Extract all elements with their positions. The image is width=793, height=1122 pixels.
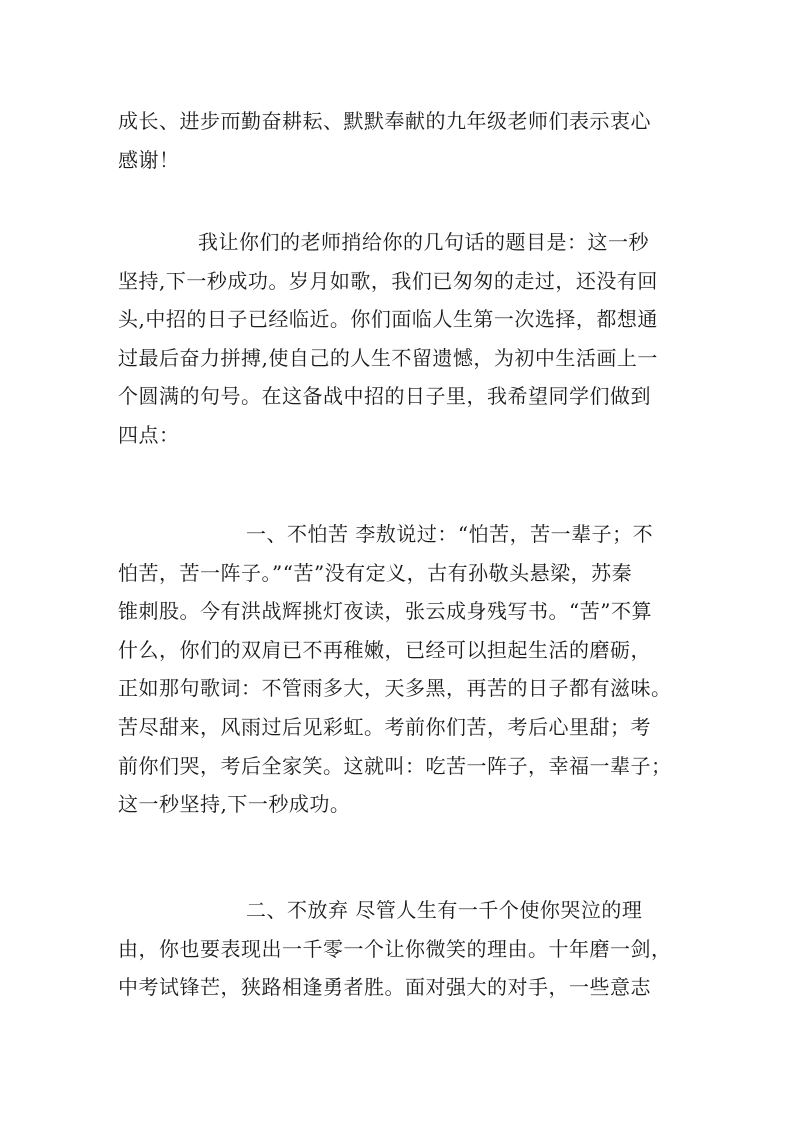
text-line: 怕苦，苦一阵子。”“苦”没有定义，古有孙敬头悬梁，苏秦 [118, 560, 633, 585]
text-line: 由，你也要表现出一千零一个让你微笑的理由。十年磨一剑， [118, 936, 672, 961]
text-line: 锥刺股。今有洪战辉挑灯夜读，张云成身残写书。“苦”不算 [118, 599, 652, 624]
text-line: 感谢！ [118, 147, 180, 172]
text-line: 这一秒坚持,下一秒成功。 [118, 792, 351, 817]
paragraph-point-one [118, 515, 683, 824]
text-line: 什么，你们的双肩已不再稚嫩，已经可以担起生活的磨砺， [118, 637, 651, 662]
text-line: 正如那句歌词：不管雨多大，天多黑，再苦的日子都有滋味。 [118, 676, 672, 701]
text-line: 一、不怕苦 李敖说过：“怕苦，苦一辈子；不 [246, 522, 654, 546]
text-line: 头,中招的日子已经临近。你们面临人生第一次选择，都想通 [118, 307, 658, 332]
text-line: 坚持,下一秒成功。岁月如歌，我们已匆匆的走过，还没有回 [118, 268, 658, 293]
paragraph-point-two [118, 891, 683, 1007]
paragraph-intro [118, 223, 683, 455]
text-line: 成长、进步而勤奋耕耘、默默奉献的九年级老师们表示衷心 [118, 109, 651, 133]
text-line: 中考试锋芒，狭路相逢勇者胜。面对强大的对手，一些意志 [118, 975, 651, 1000]
text-line: 二、不放弃 尽管人生有一千个使你哭泣的理 [246, 898, 643, 922]
text-line: 四点： [118, 422, 180, 447]
text-line: 个圆满的句号。在这备战中招的日子里，我希望同学们做到 [118, 384, 651, 409]
text-line: 苦尽甜来，风雨过后见彩虹。考前你们苦，考后心里甜；考 [118, 714, 651, 739]
paragraph-thanks [118, 102, 683, 179]
text-line: 我让你们的老师捎给你的几句话的题目是：这一秒 [198, 230, 649, 254]
text-line: 前你们哭，考后全家笑。这就叫：吃苦一阵子，幸福一辈子； [118, 753, 672, 778]
text-line: 过最后奋力拼搏,使自己的人生不留遗憾，为初中生活画上一 [118, 345, 658, 370]
